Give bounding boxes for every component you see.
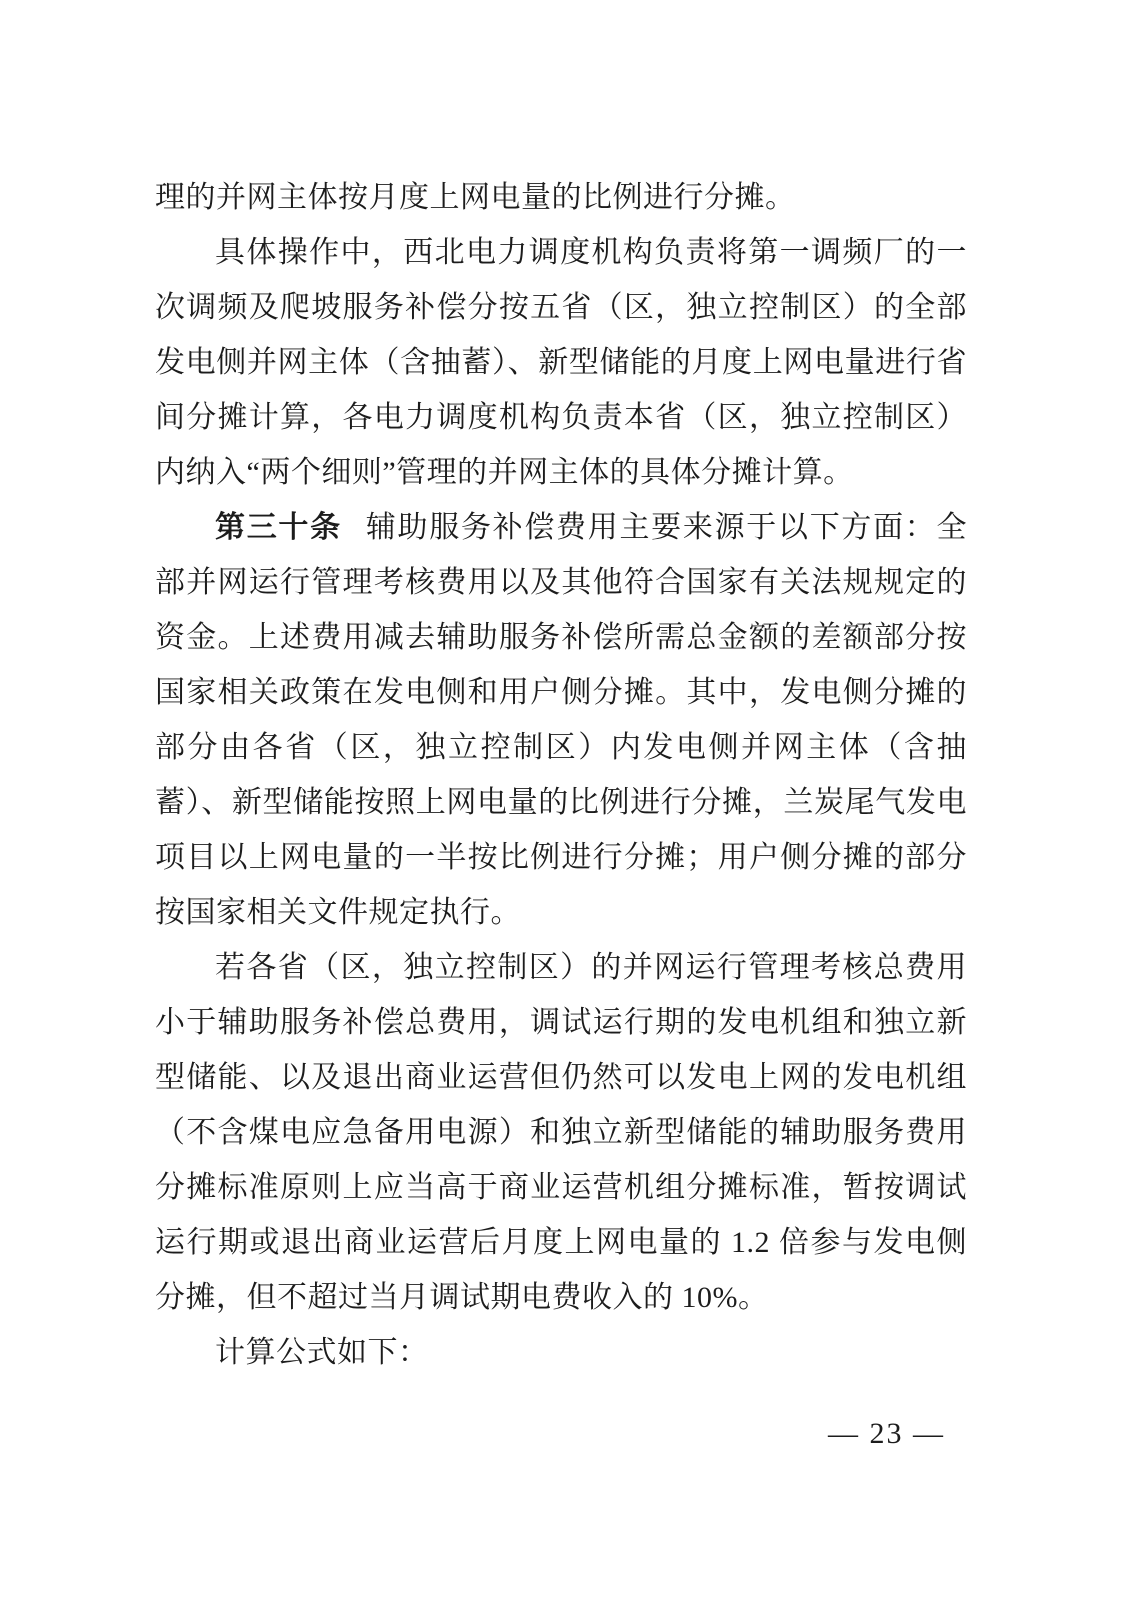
paragraph-text: 若各省（区，独立控制区）的并网运行管理考核总费用小于辅助服务补偿总费用，调试运行期的发电机组和独立新型储能、以及退出商业运营但仍然可以发电上网的发电机组（不含煤电应急备用电源）和独立新型储能的辅助服务费用分摊标准原则上应当高于商业运营机组分摊标准，暂按调试运行期或退出商业运营后月度上网电量的 1.2 倍参与发电侧分摊，但不超过当月调试期电费收入的 10%。 xyxy=(155,951,967,1314)
article-number-label: 第三十条 xyxy=(215,511,342,544)
paragraph-text: 辅助服务补偿费用主要来源于以下方面：全部并网运行管理考核费用以及其他符合国家有关法规规定的资金。上述费用减去辅助服务补偿所需总金额的差额部分按国家相关政策在发电侧和用户侧分摊。其中，发电侧分摊的部分由各省（区，独立控制区）内发电侧并网主体（含抽蓄）、新型储能按照上网电量的比例进行分摊，兰炭尾气发电项目以上网电量的一半按比例进行分摊；用户侧分摊的部分按国家相关文件规定执行。 xyxy=(155,511,968,929)
document-body xyxy=(155,170,967,1380)
paragraph-article-30 xyxy=(155,500,967,940)
page-number: — 23 — xyxy=(828,1417,945,1450)
paragraph-operation-detail xyxy=(155,225,967,500)
paragraph-text: 理的并网主体按月度上网电量的比例进行分摊。 xyxy=(155,181,796,214)
paragraph-continuation xyxy=(155,170,967,225)
paragraph-text: 具体操作中，西北电力调度机构负责将第一调频厂的一次调频及爬坡服务补偿分按五省（区，独立控制区）的全部发电侧并网主体（含抽蓄）、新型储能的月度上网电量进行省间分摊计算，各电力调度机构负责本省（区，独立控制区）内纳入“两个细则”管理的并网主体的具体分摊计算。 xyxy=(155,236,967,489)
paragraph-text: 计算公式如下： xyxy=(215,1336,429,1369)
paragraph-cost-sharing xyxy=(155,940,967,1325)
paragraph-formula-intro xyxy=(155,1325,967,1380)
page-footer xyxy=(828,1416,945,1452)
